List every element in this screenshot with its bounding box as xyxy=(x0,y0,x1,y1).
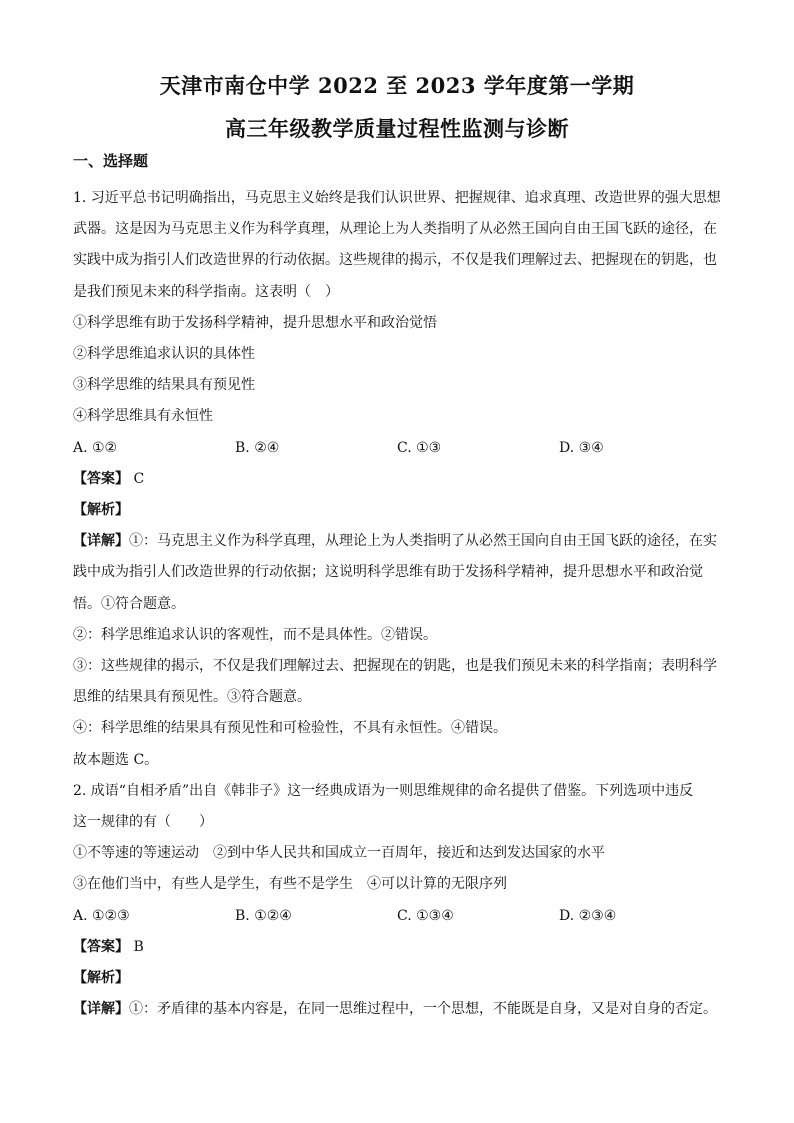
q1-option-c: C. ①③ xyxy=(397,439,442,456)
q2-option-d: D. ②③④ xyxy=(559,907,617,924)
page-title-line1: 天津市南仓中学 2022 至 2023 学年度第一学期 xyxy=(159,73,635,98)
q2-item-line-1: ①不等速的等速运动 ②到中华人民共和国成立一百周年，接近和达到发达国家的水平 xyxy=(73,845,605,862)
q1-answer-tag: 【答案】 xyxy=(73,470,129,487)
q1-item-4: ④科学思维具有永恒性 xyxy=(73,408,213,425)
q2-answer-tag: 【答案】 xyxy=(73,938,129,955)
q1-stem-line-3: 实践中成为指引人们改造世界的行动依据。这些规律的揭示，不仅是我们理解过去、把握现在的钥匙，也 xyxy=(73,252,717,269)
q2-stem-line-2: 这一规律的有（ ） xyxy=(73,814,213,831)
q1-detail-line-8: 故本题选 C。 xyxy=(73,751,159,768)
q1-detail-line-5: ③：这些规律的揭示，不仅是我们理解过去、把握现在的钥匙，也是我们预见未来的科学指南；表明科学 xyxy=(73,658,717,675)
q2-detail-tag: 【详解】 xyxy=(73,1001,129,1018)
q1-stem-line-1: 1. 习近平总书记明确指出，马克思主义始终是我们认识世界、把握规律、追求真理、改造世界的强大思想 xyxy=(73,190,721,206)
q1-detail-line-3: 悟。①符合题意。 xyxy=(73,595,185,612)
q2-option-a: A. ①②③ xyxy=(73,907,130,924)
q1-option-a: A. ①② xyxy=(73,439,118,456)
q1-detail-tag: 【详解】 xyxy=(73,533,129,550)
q2-analysis-tag: 【解析】 xyxy=(73,970,129,987)
q1-item-2: ②科学思维追求认识的具体性 xyxy=(73,346,255,363)
q1-item-3: ③科学思维的结果具有预见性 xyxy=(73,377,255,394)
q1-detail-text-1: ①：马克思主义作为科学真理，从理论上为人类指明了从必然王国向自由王国飞跃的途径，在实 xyxy=(129,533,717,550)
q1-stem-line-4: 是我们预见未来的科学指南。这表明（ ） xyxy=(73,283,339,300)
q1-detail-line-6: 思维的结果具有预见性。③符合题意。 xyxy=(73,689,311,706)
q2-stem-line-1: 2. 成语“自相矛盾”出自《韩非子》这一经典成语为一则思维规律的命名提供了借鉴。下列选项中违反 xyxy=(73,782,694,799)
q2-option-b: B. ①②④ xyxy=(235,907,292,924)
q2-item-line-2: ③在他们当中，有些人是学生，有些不是学生 ④可以计算的无限序列 xyxy=(73,876,507,893)
q1-item-1: ①科学思维有助于发扬科学精神，提升思想水平和政治觉悟 xyxy=(73,314,437,331)
q1-detail-line-1 xyxy=(73,526,723,557)
q2-option-c: C. ①③④ xyxy=(397,907,454,924)
q1-stem-line-2: 武器。这是因为马克思主义作为科学真理，从理论上为人类指明了从必然王国向自由王国飞跃的途径，在 xyxy=(73,221,717,238)
q2-options xyxy=(73,901,723,932)
question-content xyxy=(73,183,723,1025)
q1-answer-line xyxy=(73,464,723,495)
page-title-line2: 高三年级教学质量过程性监测与诊断 xyxy=(225,116,569,141)
q1-answer-value: C xyxy=(133,470,145,487)
q2-detail-line-1 xyxy=(73,994,723,1025)
section-heading: 一、选择题 xyxy=(73,152,149,170)
q2-answer-value: B xyxy=(133,938,144,955)
q1-detail-line-7: ④：科学思维的结果具有预见性和可检验性，不具有永恒性。④错误。 xyxy=(73,720,507,737)
q2-answer-line xyxy=(73,932,723,963)
q1-options xyxy=(73,433,723,464)
q1-detail-line-2: 践中成为指引人们改造世界的行动依据；这说明科学思维有助于发扬科学精神，提升思想水平和政治觉 xyxy=(73,564,703,581)
q1-option-d: D. ③④ xyxy=(559,439,604,456)
q1-option-b: B. ②④ xyxy=(235,439,280,456)
q1-detail-line-4: ②：科学思维追求认识的客观性，而不是具体性。②错误。 xyxy=(73,626,437,643)
q2-detail-text-1: ①：矛盾律的基本内容是，在同一思维过程中，一个思想，不能既是自身，又是对自身的否定。 xyxy=(129,1001,717,1018)
q1-analysis-tag: 【解析】 xyxy=(73,502,129,519)
